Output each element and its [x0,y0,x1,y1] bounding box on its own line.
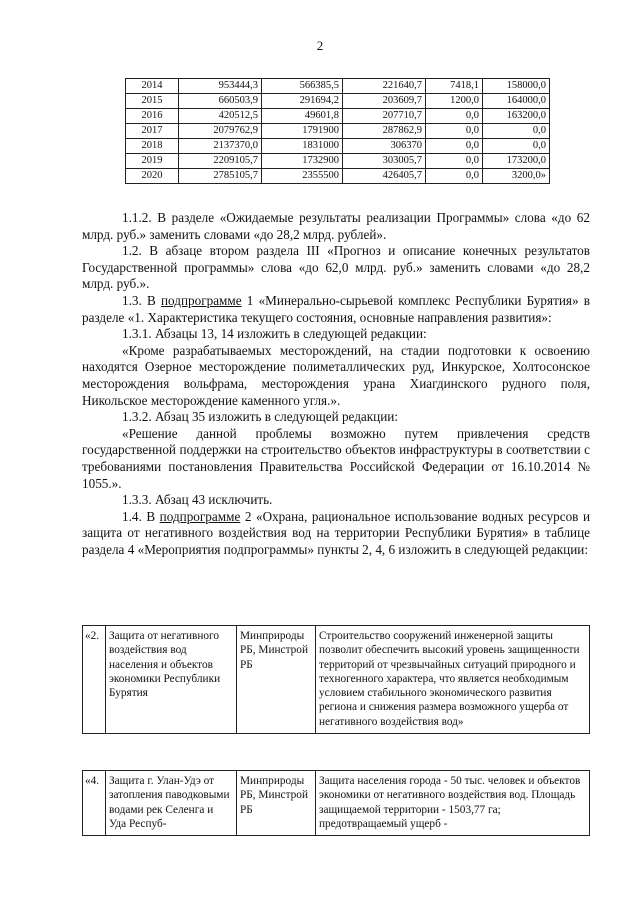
amount-cell: 1200,0 [426,94,483,109]
paragraph-1-2: 1.2. В абзаце втором раздела III «Прогноз и описание конечных результатов Государственной программы» слова «до 62,0 млрд. руб.» заменить словами «до 28,2 млрд. руб.». [82,243,590,292]
amount-cell: 287862,9 [343,124,426,139]
year-cell: 2019 [126,154,179,169]
amount-cell: 164000,0 [483,94,550,109]
paragraph-text: 1.4. В [122,508,160,524]
amount-cell: 0,0 [483,124,550,139]
document-body [82,210,590,558]
paragraph-1-3-1: 1.3.1. Абзацы 13, 14 изложить в следующей редакции: [122,326,427,342]
executors: Минприроды РБ, Минстрой РБ [237,626,316,734]
amount-cell: 953444,3 [179,79,262,94]
measure-name: Защита от негативного воздействия вод населения и объектов экономики Республики Бурятия [106,626,237,734]
year-cell: 2017 [126,124,179,139]
amount-cell: 2785105,7 [179,169,262,184]
amount-cell: 2355500 [262,169,343,184]
amount-cell: 0,0 [426,154,483,169]
paragraph-1-3 [82,293,590,326]
amount-cell: 426405,7 [343,169,426,184]
amount-cell: 158000,0 [483,79,550,94]
amount-cell: 221640,7 [343,79,426,94]
amount-cell: 1791900 [262,124,343,139]
amount-cell: 0,0 [426,139,483,154]
year-cell: 2020 [126,169,179,184]
amount-cell: 207710,7 [343,109,426,124]
amount-cell: 0,0 [426,124,483,139]
amount-cell: 7418,1 [426,79,483,94]
amount-cell: 203609,7 [343,94,426,109]
paragraph-quote-2: «Решение данной проблемы возможно путем привлечения средств государственной поддержки на строительство объектов инфраструктуры в соответствии с требованиями постановления Правительства Российской Федерации от 16.10.2014 № 1055.». [82,425,590,491]
amount-cell: 3200,0» [483,169,550,184]
amount-cell: 163200,0 [483,109,550,124]
table-row [126,169,550,184]
expected-result: Строительство сооружений инженерной защиты позволит обеспечить высокий уровень защищенности территорий от чрезвычайных ситуаций природного и техногенного характера, что является необходимым условием стабильного экономического развития региона и снижения размера возможного ущерба от негативного воздействия вод» [316,626,590,734]
paragraph-quote-1: «Кроме разрабатываемых месторождений, на стадии подготовки к освоению находятся Озерное месторождение полиметаллических руд, Инкурское, Холтосонское месторождения вольфрама, месторождения урана Хиагдинского рудного поля, Никольское месторождение каменного угля.». [82,342,590,408]
paragraph-text: 1 «Минерально-сырьевой комплекс Республики Бурятия» в разделе «1. Характеристика текущего состояния, основные направления развития»: [82,292,590,325]
finance-table-body [126,79,550,184]
amount-cell: 2209105,7 [179,154,262,169]
amount-cell: 660503,9 [179,94,262,109]
paragraph-1-4 [82,509,590,559]
table-row [83,626,590,734]
amount-cell: 1831000 [262,139,343,154]
amount-cell: 2079762,9 [179,124,262,139]
amount-cell: 420512,5 [179,109,262,124]
amount-cell: 0,0 [483,139,550,154]
table-row [126,154,550,169]
subprogram-link[interactable]: подпрограмме [159,508,241,524]
year-cell: 2018 [126,139,179,154]
program-table-item-4 [82,770,590,836]
program-table-item-2 [82,625,590,734]
item-number: «4. [83,771,106,836]
amount-cell: 291694,2 [262,94,343,109]
measure-name: Защита г. Улан-Удэ от затопления паводковыми водами рек Селенга и Уда Респуб- [106,771,237,836]
expected-result: Защита населения города - 50 тыс. человек и объектов экономики от негативного воздействия вод. Площадь защищаемой территории - 1503,77 га; предотвращаемый ущерб - [316,771,590,836]
executors: Минприроды РБ, Минстрой РБ [237,771,316,836]
table-row [83,771,590,836]
paragraph-1-1-2: 1.1.2. В разделе «Ожидаемые результаты реализации Программы» слова «до 62 млрд. руб.» заменить словами «до 28,2 млрд. рублей». [82,210,590,242]
paragraph-text: 2 «Охрана, рациональное использование водных ресурсов и защита от негативного воздействия вод на территории Республики Бурятия» в таблице раздела 4 «Мероприятия подпрограммы» пункты 2, 4, 6 изложить в следующей редакции: [82,508,591,557]
table-row [126,109,550,124]
amount-cell: 306370 [343,139,426,154]
table-row [126,94,550,109]
paragraph-text: 1.3. В [122,292,161,308]
table-row [126,139,550,154]
finance-table [125,78,550,184]
amount-cell: 173200,0 [483,154,550,169]
amount-cell: 0,0 [426,169,483,184]
year-cell: 2014 [126,79,179,94]
page-number: 2 [316,38,324,53]
amount-cell: 0,0 [426,109,483,124]
year-cell: 2015 [126,94,179,109]
paragraph-1-3-2: 1.3.2. Абзац 35 изложить в следующей редакции: [122,409,399,425]
table-row [126,124,550,139]
amount-cell: 303005,7 [343,154,426,169]
table-row [126,79,550,94]
amount-cell: 566385,5 [262,79,343,94]
amount-cell: 49601,8 [262,109,343,124]
year-cell: 2016 [126,109,179,124]
subprogram-link[interactable]: подпрограмме [160,292,242,308]
amount-cell: 1732900 [262,154,343,169]
item-number: «2. [83,626,106,734]
paragraph-1-3-3: 1.3.3. Абзац 43 исключить. [122,492,273,508]
amount-cell: 2137370,0 [179,139,262,154]
